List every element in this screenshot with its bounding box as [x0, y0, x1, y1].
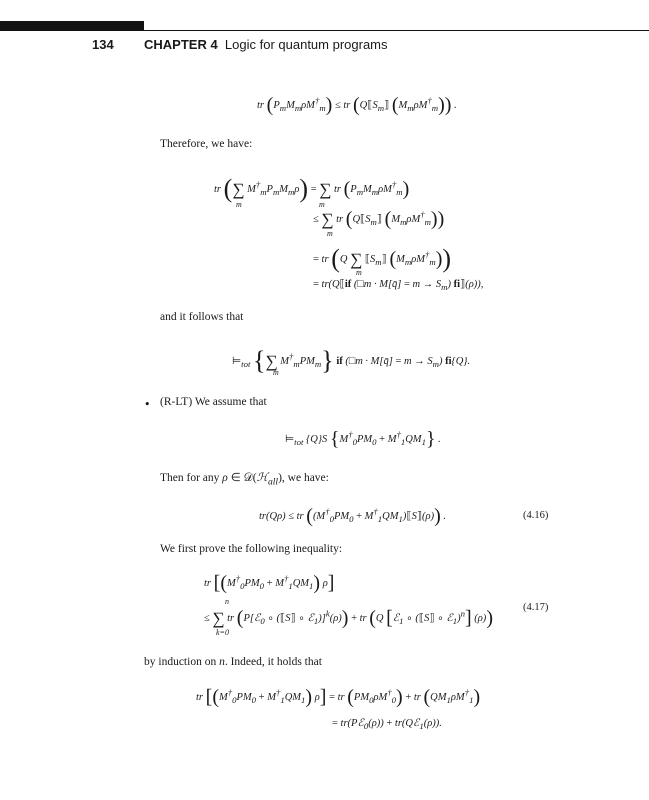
sum-index-3: m — [327, 229, 333, 238]
paragraph-induction: by induction on n. Indeed, it holds that — [144, 656, 322, 668]
chapter-title: Logic for quantum programs — [224, 37, 388, 52]
align-line-1: tr (∑ $M^\dagger_mP_mM_m\rho$) = ∑ tr $(P_mM_m\rho M^\dagger_m)$ — [214, 174, 410, 203]
sum-index-1: m — [236, 200, 242, 209]
paragraph-first-prove: We first prove the following inequality: — [160, 543, 343, 555]
sum-index-5: m — [273, 368, 279, 377]
paragraph-then: Then for any ρ ∈ 𝒟(ℋ$_{all}$), we have: — [160, 472, 329, 488]
equation-4-17-line-2: ≤ ∑ tr (P[ℰ$_0$ ∘ (⟦S⟧ ∘ ℰ$_1$)]$^k$(ρ)) + tr (Q [ℰ$_1$ ∘ (⟦S⟧ ∘ ℰ$_1$)$^n$] (ρ)) — [204, 607, 493, 629]
sum-index-4: m — [356, 268, 362, 277]
paragraph-therefore: Therefore, we have: — [160, 138, 253, 150]
align-line-4: = tr(Q⟦if (□m · M[q̄] = $m \to S_m$) fi⟧(ρ)), — [313, 279, 484, 293]
header-black-bar — [0, 21, 144, 31]
equation-4-16: tr(Qρ) ≤ tr (($M^\dagger_0PM_0$ + $M^\dagger_1QM_1)⟦S⟧(\rho)$) . — [259, 505, 446, 527]
sum-upper: n — [225, 597, 229, 606]
equation-top: tr $(P_mM_m\rho M^\dagger_m)$ ≤ tr ($Q⟦S_m⟧$ $(M_m\rho M^\dagger_m)$) . — [257, 94, 457, 116]
equation-last-line-1: tr $[(M^\dagger_0PM_0 + M^\dagger_1QM_1) \rho]$ = tr $(PM_0\rho M^\dagger_0)$ + tr $(QM_1\rho M^\dagger_1)$ — [196, 686, 481, 708]
align-line-2: ≤ ∑ tr ($Q⟦S_m⟧$ $(M_m\rho M^\dagger_m)$) — [313, 208, 445, 230]
equation-last-line-2: = tr(Pℰ$_0$(ρ)) + tr(Qℰ$_1$(ρ)). — [332, 718, 442, 732]
equation-label-4-16: (4.16) — [523, 510, 549, 521]
equation-rlt: $⊨_{tot}$ {Q}S $\{M^\dagger_0PM_0 + M^\dagger_1QM_1\}$ . — [285, 428, 441, 450]
header-rule — [144, 30, 649, 31]
paragraph-rlt: (R-LT) We assume that — [160, 396, 267, 408]
equation-tot: $⊨_{tot}$ {∑ $M^\dagger_mPM_m$} if (□m · M[q̄] = $m \to S_m$) fi{Q}. — [232, 346, 471, 375]
chapter-heading — [144, 37, 388, 52]
equation-label-4-17: (4.17) — [523, 602, 549, 613]
chapter-label: CHAPTER 4 — [144, 37, 218, 52]
sum-lower: k=0 — [216, 628, 229, 637]
bullet: • — [144, 398, 151, 411]
align-line-3: = tr (Q ∑ $⟦S_m⟧$ $(M_m\rho M^\dagger_m)$) — [313, 244, 452, 273]
sum-index-2: m — [319, 200, 325, 209]
equation-4-17-line-1: tr [$(M^\dagger_0PM_0 + M^\dagger_1QM_1)$ ρ] — [204, 572, 335, 594]
page-number: 134 — [92, 37, 114, 52]
paragraph-follows: and it follows that — [160, 311, 244, 323]
